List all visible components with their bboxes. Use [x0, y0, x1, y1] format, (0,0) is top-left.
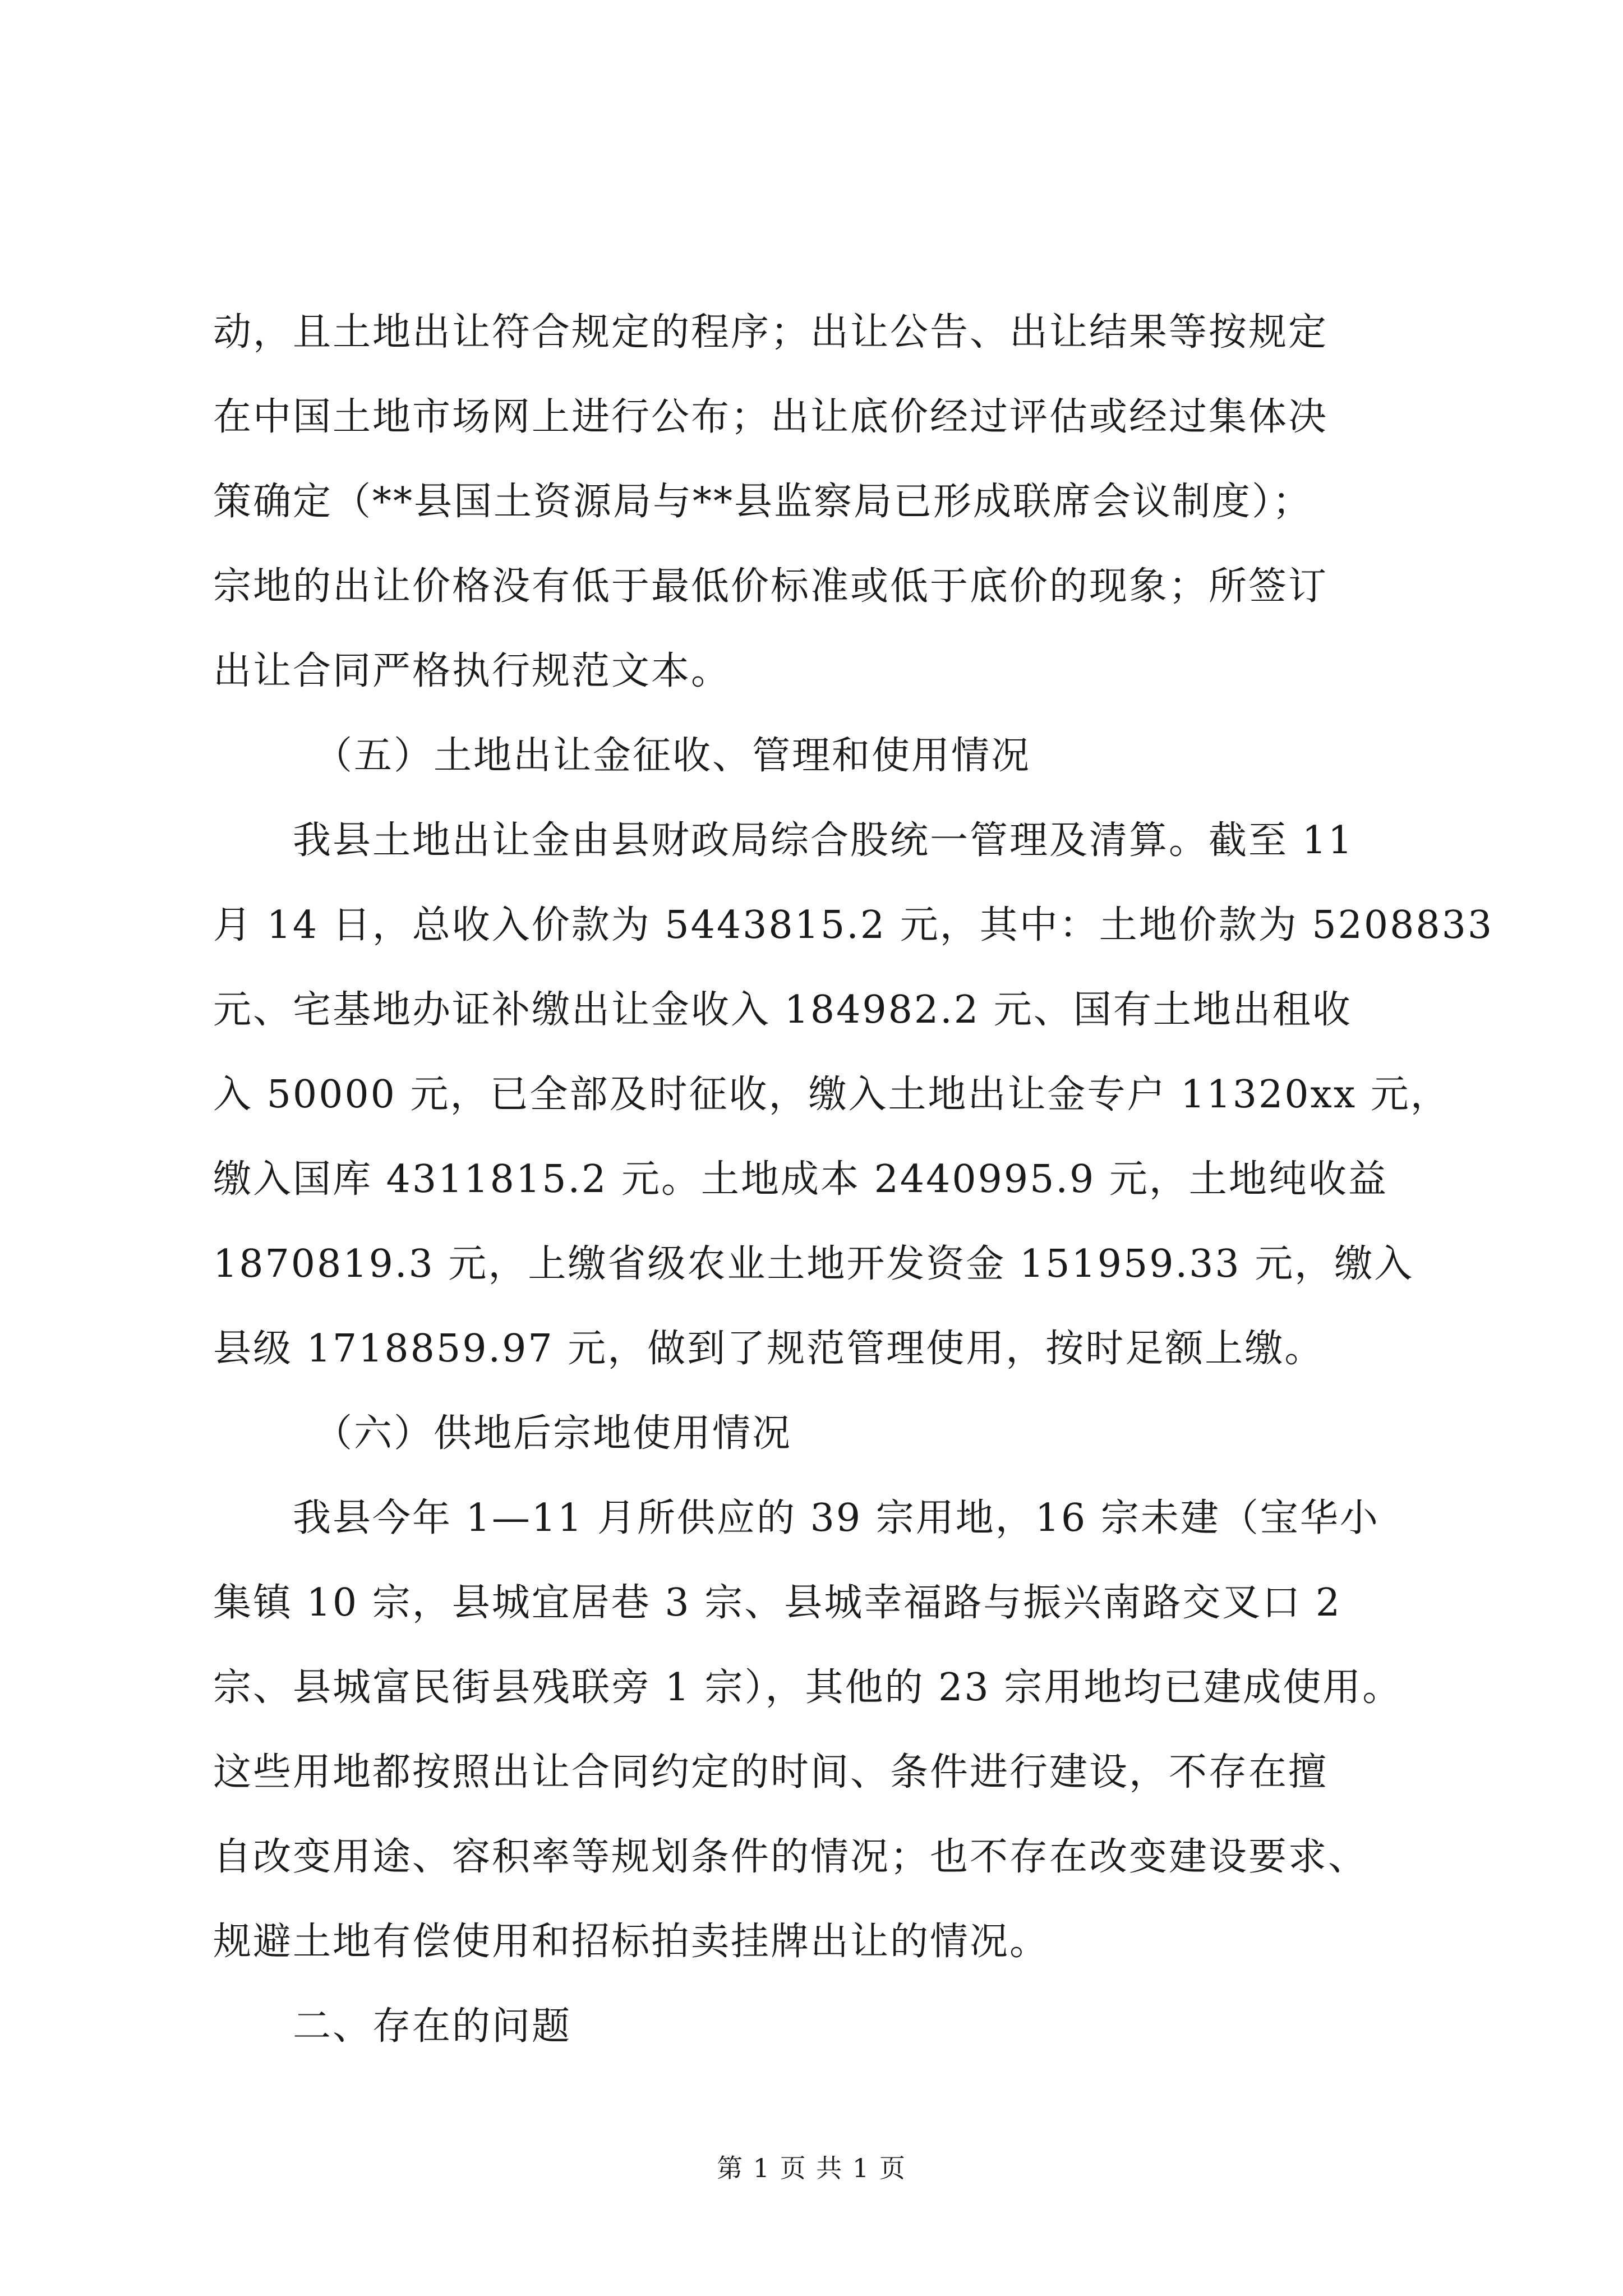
paragraph-line: 县级 1718859.97 元，做到了规范管理使用，按时足额上缴。 [213, 1327, 1325, 1371]
paragraph-line: 我县土地出让金由县财政局综合股统一管理及清算。截至 11 [293, 818, 1354, 863]
page-footer: 第 1 页 共 1 页 [717, 2153, 906, 2183]
section-heading: （五）土地出让金征收、管理和使用情况 [314, 734, 1031, 778]
paragraph-line: 规避土地有偿使用和招标拍卖挂牌出让的情况。 [213, 1920, 1050, 1964]
paragraph-line: 宗、县城富民街县残联旁 1 宗），其他的 23 宗用地均已建成使用。 [213, 1665, 1403, 1710]
paragraph-line: 入 50000 元，已全部及时征收，缴入土地出让金专户 11320xx 元， [213, 1073, 1450, 1117]
paragraph-line: 这些用地都按照出让合同约定的时间、条件进行建设，不存在擅 [213, 1750, 1329, 1795]
paragraph-line: 策确定（**县国土资源局与**县监察局已形成联席会议制度）； [213, 480, 1313, 524]
paragraph-line: 1870819.3 元，上缴省级农业土地开发资金 151959.33 元，缴入 [213, 1242, 1414, 1286]
paragraph-line: 集镇 10 宗，县城宜居巷 3 宗、县城幸福路与振兴南路交叉口 2 [213, 1581, 1342, 1625]
paragraph-line: 元、宅基地办证补缴出让金收入 184982.2 元、国有土地出租收 [213, 988, 1352, 1032]
paragraph-line: 月 14 日，总收入价款为 5443815.2 元，其中：土地价款为 5208833 [213, 903, 1494, 947]
section-title: 二、存在的问题 [293, 2004, 572, 2049]
paragraph-line: 缴入国库 4311815.2 元。土地成本 2440995.9 元，土地纯收益 [213, 1157, 1388, 1202]
section-heading: （六）供地后宗地使用情况 [314, 1411, 792, 1456]
paragraph-line: 宗地的出让价格没有低于最低价标准或低于底价的现象；所签订 [213, 564, 1329, 609]
paragraph-line: 我县今年 1—11 月所供应的 39 宗用地，16 宗未建（宝华小 [293, 1496, 1380, 1540]
paragraph-line: 自改变用途、容积率等规划条件的情况；也不存在改变建设要求、 [213, 1835, 1368, 1879]
paragraph-line: 出让合同严格执行规范文本。 [213, 649, 731, 693]
paragraph-line: 在中国土地市场网上进行公布；出让底价经过评估或经过集体决 [213, 395, 1329, 439]
paragraph-line: 动，且土地出让符合规定的程序；出让公告、出让结果等按规定 [213, 310, 1329, 355]
